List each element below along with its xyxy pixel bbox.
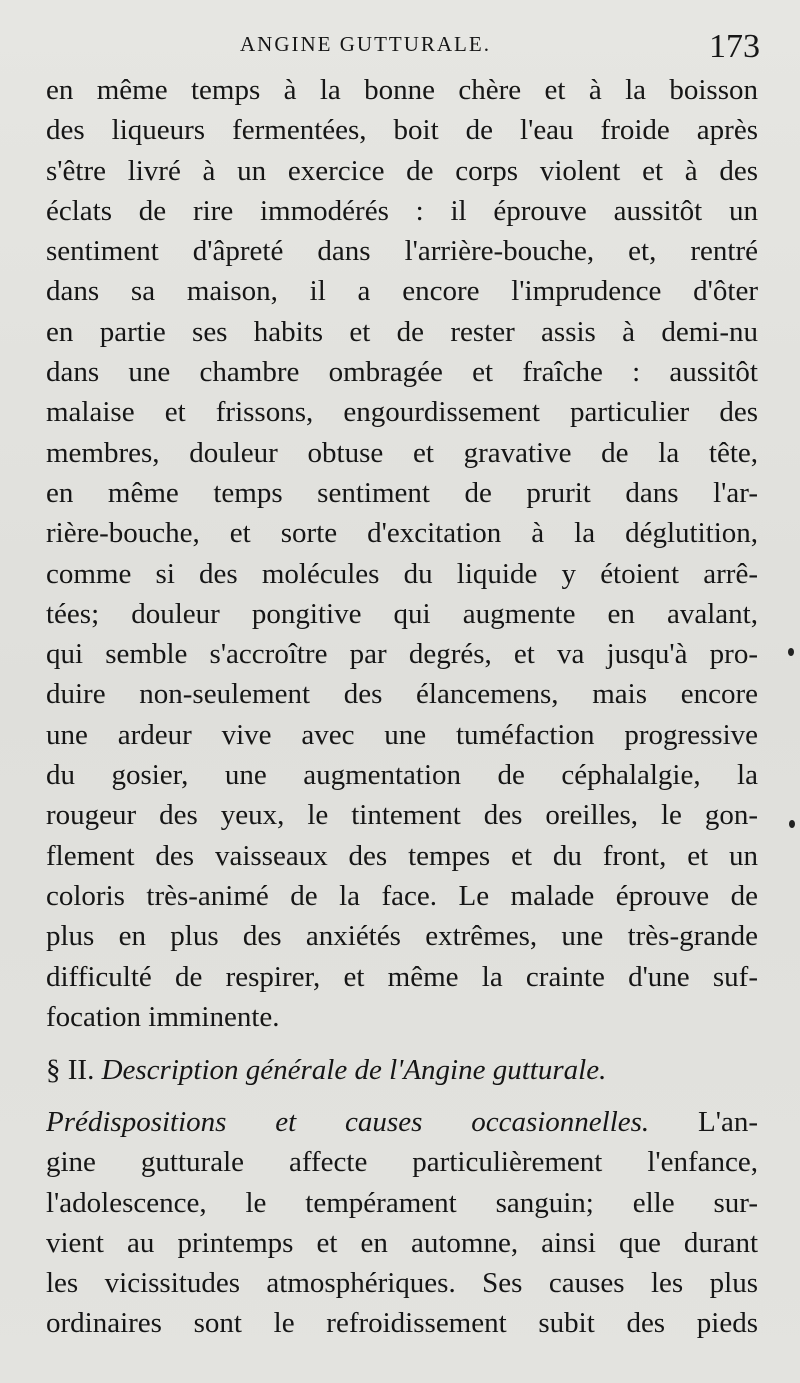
text-line: dans sa maison, il a encore l'imprudence d'ôter <box>46 275 758 308</box>
subsection-lead: Prédispositions et causes occasionnelles. <box>46 1106 650 1138</box>
text-line: tées; douleur pongitive qui augmente en avalant, <box>46 597 758 630</box>
ink-speck <box>789 820 795 828</box>
text-line: éclats de rire immodérés : il éprouve aussitôt un <box>46 194 758 227</box>
running-head <box>0 28 800 68</box>
text-line: en même temps sentiment de prurit dans l'ar- <box>46 476 758 509</box>
subsection-paragraph <box>46 1102 758 1344</box>
text-line: une ardeur vive avec une tuméfaction progressive <box>46 718 758 751</box>
text-line: en partie ses habits et de rester assis à demi-nu <box>46 315 758 348</box>
text-line: du gosier, une augmentation de céphalalgie, la <box>46 759 758 792</box>
text-line: qui semble s'accroître par degrés, et va jusqu'à pro- <box>46 638 758 671</box>
text-line: malaise et frissons, engourdissement particulier des <box>46 396 758 429</box>
text-line: difficulté de respirer, et même la crainte d'une suf- <box>46 960 758 993</box>
text-line: comme si des molécules du liquide y étoient arrê- <box>46 557 758 590</box>
text-line: ordinaires sont le refroidissement subit des pieds <box>46 1307 758 1340</box>
subsection-lead-rest: L'an- <box>649 1106 758 1138</box>
text-line: des liqueurs fermentées, boit de l'eau froide après <box>46 114 758 147</box>
text-line: rière-bouche, et sorte d'excitation à la déglutition, <box>46 517 758 550</box>
section-title: Description générale de l'Angine gutturale. <box>101 1054 607 1086</box>
text-line: focation imminente. <box>46 1000 280 1033</box>
text-line: duire non-seulement des élancemens, mais encore <box>46 678 758 711</box>
text-line: sentiment d'âpreté dans l'arrière-bouche, et, rentré <box>46 235 758 268</box>
text-line: coloris très-animé de la face. Le malade éprouve de <box>46 879 758 912</box>
text-line: en même temps à la bonne chère et à la boisson <box>46 74 758 106</box>
body-paragraph <box>46 70 758 1037</box>
section-number: § II. <box>46 1054 95 1086</box>
page-number: 173 <box>709 28 760 65</box>
text-line: vient au printemps et en automne, ainsi que durant <box>46 1226 758 1259</box>
text-line: dans une chambre ombragée et fraîche : aussitôt <box>46 356 758 389</box>
text-line <box>46 1102 758 1142</box>
text-line: rougeur des yeux, le tintement des oreilles, le gon- <box>46 799 758 832</box>
text-line: plus en plus des anxiétés extrêmes, une très-grande <box>46 920 758 953</box>
text-line: l'adolescence, le tempérament sanguin; elle sur- <box>46 1186 758 1219</box>
text-line: s'être livré à un exercice de corps violent et à des <box>46 154 758 187</box>
text-line: les vicissitudes atmosphériques. Ses causes les plus <box>46 1267 758 1300</box>
section-heading <box>46 1050 758 1090</box>
text-line: gine gutturale affecte particulièrement l'enfance, <box>46 1146 758 1179</box>
ink-speck <box>788 648 794 656</box>
running-title: ANGINE GUTTURALE. <box>240 32 491 56</box>
text-line: membres, douleur obtuse et gravative de la tête, <box>46 436 758 469</box>
text-line: flement des vaisseaux des tempes et du front, et un <box>46 839 758 872</box>
